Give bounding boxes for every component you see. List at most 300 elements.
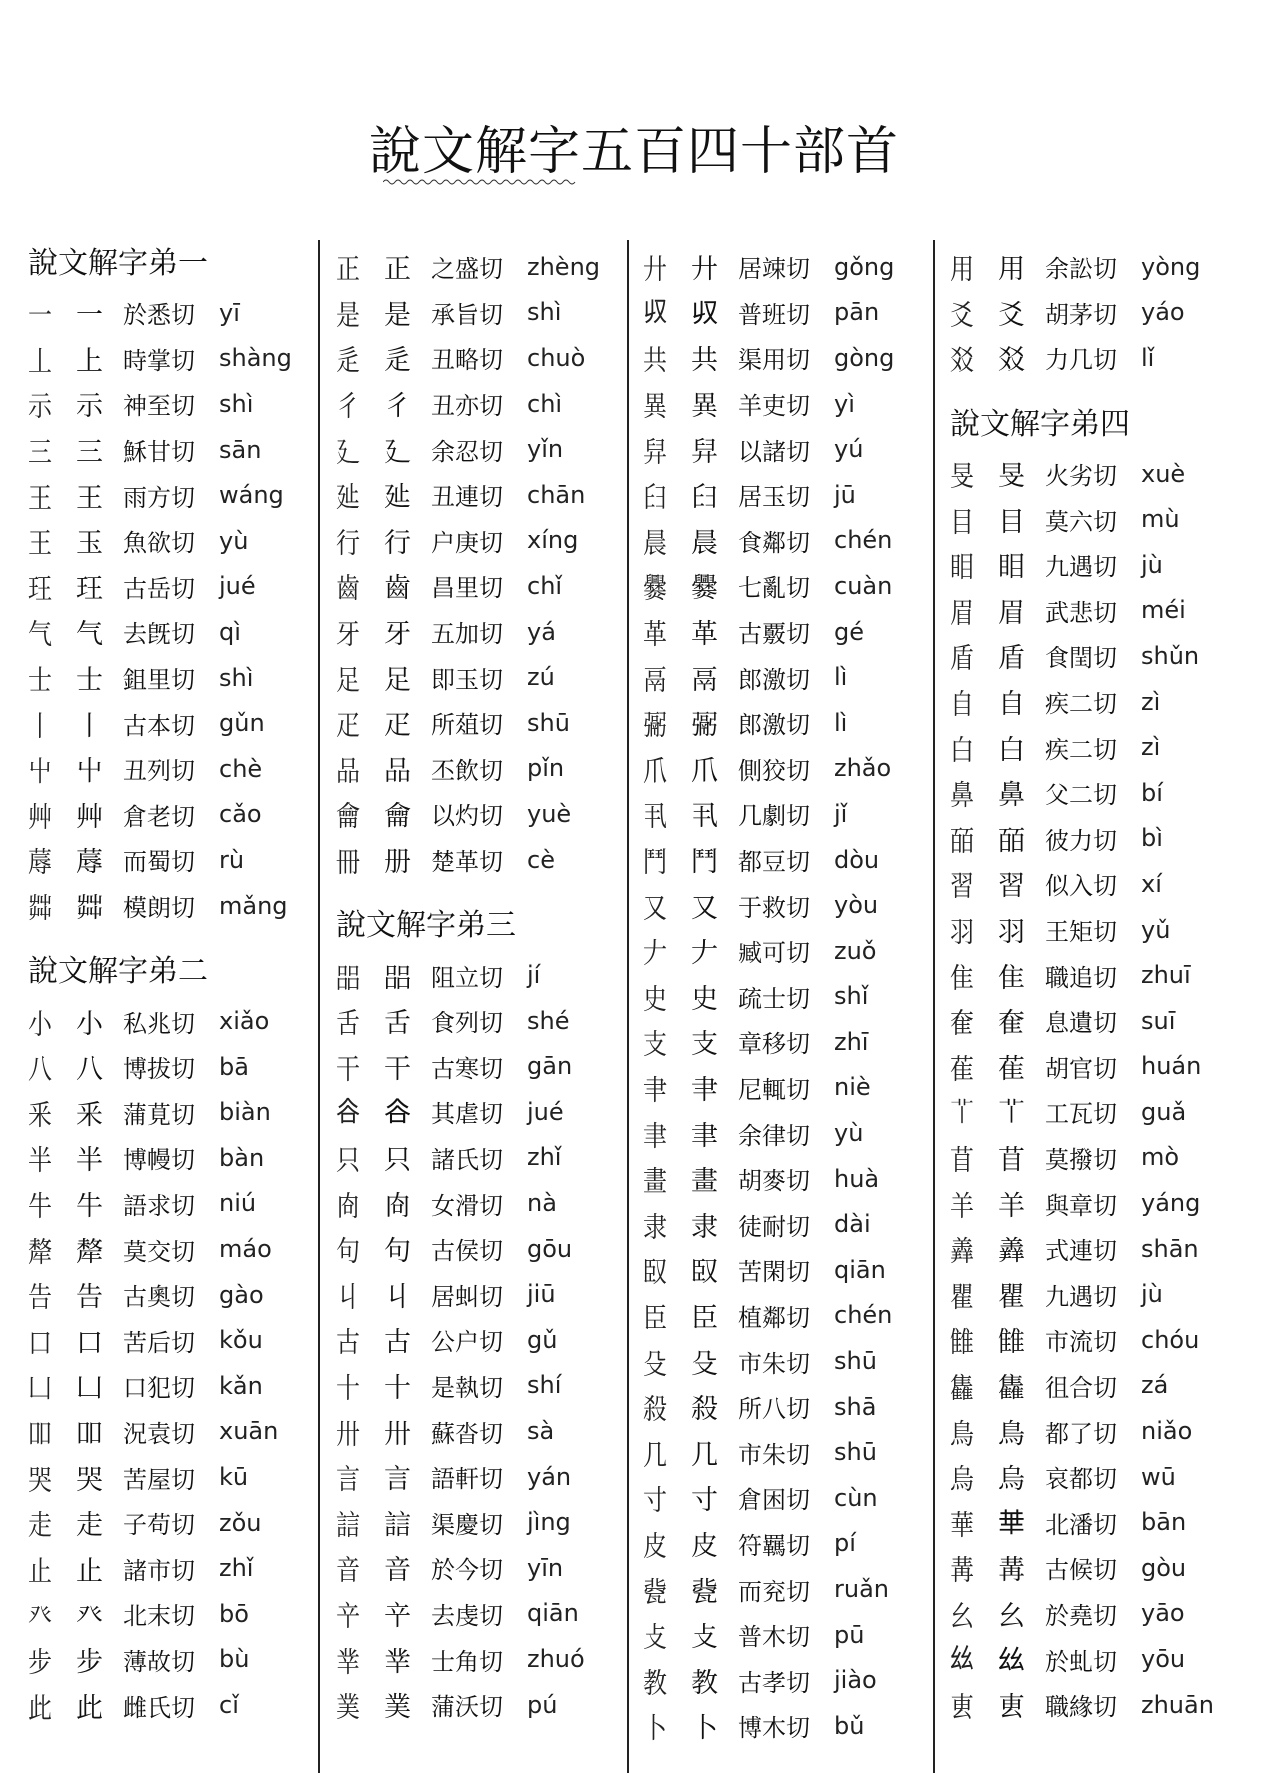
seal-script-glyph: 異 bbox=[643, 390, 667, 423]
pinyin-reading: shān bbox=[1141, 1234, 1199, 1263]
radical-character: 共 bbox=[691, 345, 718, 377]
radical-entry bbox=[28, 792, 333, 838]
seal-script-glyph: 㸚 bbox=[950, 344, 974, 377]
radical-character: 目 bbox=[998, 506, 1025, 538]
seal-script-glyph: 𠬞 bbox=[643, 296, 667, 329]
radical-character: 此 bbox=[76, 1692, 103, 1724]
fanqie-reading: 尼輒切 bbox=[738, 1075, 810, 1104]
radical-character: 牛 bbox=[76, 1190, 103, 1222]
fanqie-reading: 職緣切 bbox=[1045, 1693, 1117, 1722]
seal-script-glyph: 艸 bbox=[28, 801, 52, 834]
radical-entry bbox=[336, 518, 641, 564]
seal-script-glyph: 蓐 bbox=[28, 846, 52, 879]
pinyin-reading: jué bbox=[219, 572, 256, 601]
pinyin-reading: jiū bbox=[527, 1280, 556, 1309]
radical-character: 羴 bbox=[998, 1236, 1025, 1268]
fanqie-reading: 食鄰切 bbox=[738, 528, 810, 557]
seal-script-glyph: 皮 bbox=[643, 1530, 667, 1563]
seal-script-glyph: 止 bbox=[28, 1555, 52, 1588]
seal-script-glyph: 𦥑 bbox=[643, 481, 667, 514]
radical-entry bbox=[643, 1201, 948, 1247]
radical-character: 半 bbox=[76, 1145, 103, 1177]
pinyin-reading: shì bbox=[219, 663, 254, 692]
radical-entry bbox=[28, 700, 333, 746]
pinyin-reading: xuè bbox=[1141, 459, 1186, 488]
radical-character: 言 bbox=[384, 1464, 411, 1496]
fanqie-reading: 五加切 bbox=[431, 620, 503, 649]
pinyin-reading: yuè bbox=[527, 799, 572, 828]
seal-script-glyph: 几 bbox=[643, 1439, 667, 1472]
fanqie-reading: 渠用切 bbox=[738, 346, 810, 375]
pinyin-reading: wáng bbox=[219, 481, 284, 510]
radical-character: 皕 bbox=[998, 825, 1025, 857]
seal-script-glyph: 是 bbox=[336, 299, 360, 332]
pinyin-reading: cùn bbox=[834, 1483, 878, 1512]
radical-entry bbox=[950, 542, 1255, 588]
radical-entry bbox=[950, 907, 1255, 953]
radical-entry bbox=[28, 1500, 333, 1546]
seal-script-glyph: 支 bbox=[643, 1028, 667, 1061]
radical-character: 凵 bbox=[76, 1373, 103, 1405]
radical-character: 䀠 bbox=[998, 552, 1025, 584]
radical-character: 釆 bbox=[76, 1099, 103, 1131]
fanqie-reading: 九遇切 bbox=[1045, 553, 1117, 582]
fanqie-reading: 魚欲切 bbox=[123, 529, 195, 558]
radical-entry bbox=[336, 1363, 641, 1409]
seal-script-glyph: 廴 bbox=[336, 435, 360, 469]
seal-script-glyph: 𧮫 bbox=[336, 1095, 360, 1128]
radical-character: 屮 bbox=[76, 756, 103, 788]
radical-character: 畫 bbox=[691, 1166, 718, 1198]
radical-character: 犛 bbox=[76, 1236, 103, 1268]
radical-entry bbox=[643, 882, 948, 928]
radical-character: 上 bbox=[76, 345, 103, 377]
pinyin-reading: chè bbox=[219, 754, 263, 783]
fanqie-reading: 息遺切 bbox=[1045, 1009, 1117, 1038]
radical-character: 隹 bbox=[998, 962, 1025, 994]
pinyin-reading: yù bbox=[834, 1119, 864, 1148]
radical-character: 卅 bbox=[384, 1418, 411, 1450]
radical-character: 示 bbox=[76, 391, 103, 423]
pinyin-reading: pí bbox=[834, 1529, 856, 1558]
fanqie-reading: 苦后切 bbox=[123, 1328, 195, 1357]
seal-script-glyph: 菐 bbox=[336, 1691, 360, 1724]
seal-script-glyph: 齒 bbox=[336, 572, 360, 605]
fanqie-reading: 古本切 bbox=[123, 711, 195, 740]
radical-entry bbox=[643, 244, 948, 290]
radical-character: 㗊 bbox=[384, 962, 411, 994]
radical-entry bbox=[28, 1135, 333, 1181]
fanqie-reading: 鉏里切 bbox=[123, 666, 195, 695]
radical-character: 雥 bbox=[998, 1372, 1025, 1404]
fanqie-reading: 職追切 bbox=[1045, 963, 1117, 992]
pinyin-reading: gǔn bbox=[219, 709, 265, 738]
section-heading: 說文解字弟一 bbox=[28, 246, 208, 281]
radical-entry bbox=[28, 883, 333, 929]
radical-entry bbox=[643, 426, 948, 472]
pinyin-reading: chóu bbox=[1141, 1325, 1200, 1354]
pinyin-reading: sà bbox=[527, 1417, 555, 1446]
seal-script-glyph: 𦘒 bbox=[643, 1074, 667, 1107]
radical-entry bbox=[643, 837, 948, 883]
seal-script-glyph: 𢆶 bbox=[950, 1642, 974, 1676]
pinyin-reading: zuǒ bbox=[834, 936, 877, 965]
radical-entry bbox=[950, 770, 1255, 816]
radical-character: 史 bbox=[691, 983, 718, 1015]
radical-character: 隶 bbox=[691, 1211, 718, 1243]
seal-script-glyph: 㗊 bbox=[336, 961, 360, 995]
radical-character: 几 bbox=[691, 1439, 718, 1471]
radical-entry bbox=[28, 1363, 333, 1409]
fanqie-reading: 諸氏切 bbox=[431, 1145, 503, 1174]
fanqie-reading: 几劇切 bbox=[738, 802, 810, 831]
pinyin-reading: shì bbox=[219, 389, 254, 418]
seal-script-glyph: 隹 bbox=[950, 961, 974, 995]
fanqie-reading: 諸市切 bbox=[123, 1556, 195, 1585]
seal-script-glyph: 用 bbox=[950, 253, 974, 286]
radical-entry bbox=[950, 1363, 1255, 1409]
radical-character: 廴 bbox=[384, 436, 411, 468]
radical-character: 茻 bbox=[76, 893, 103, 925]
radical-character: 𠂇 bbox=[691, 938, 718, 970]
fanqie-reading: 户庚切 bbox=[431, 528, 503, 557]
pinyin-reading: suī bbox=[1141, 1006, 1176, 1035]
radical-entry bbox=[950, 290, 1255, 336]
fanqie-reading: 居竦切 bbox=[738, 255, 810, 284]
pinyin-reading: yán bbox=[527, 1462, 572, 1491]
fanqie-reading: 與章切 bbox=[1045, 1191, 1117, 1220]
pinyin-reading: kǎn bbox=[219, 1371, 263, 1400]
radical-entry bbox=[643, 1384, 948, 1430]
radical-character: 品 bbox=[384, 755, 411, 787]
radical-entry bbox=[28, 998, 333, 1044]
pinyin-reading: xiǎo bbox=[219, 1007, 270, 1036]
radical-character: 齒 bbox=[384, 573, 411, 605]
pinyin-reading: gǔ bbox=[527, 1325, 558, 1354]
seal-script-glyph: 誩 bbox=[336, 1509, 360, 1542]
radical-character: 古 bbox=[384, 1327, 411, 1359]
radical-character: 士 bbox=[76, 665, 103, 697]
radical-entry bbox=[28, 1090, 333, 1136]
seal-script-glyph: 疋 bbox=[336, 709, 360, 742]
radical-character: 牙 bbox=[384, 619, 411, 651]
pinyin-reading: chuò bbox=[527, 343, 586, 372]
pinyin-reading: pān bbox=[834, 298, 880, 327]
pinyin-reading: zhǎo bbox=[834, 754, 892, 783]
radical-entry bbox=[950, 335, 1255, 381]
pinyin-reading: jìng bbox=[527, 1508, 571, 1537]
fanqie-reading: 博木切 bbox=[738, 1714, 810, 1743]
radical-entry bbox=[643, 928, 948, 974]
radical-entry bbox=[643, 1338, 948, 1384]
pinyin-reading: shí bbox=[527, 1371, 562, 1400]
pinyin-reading: zhǐ bbox=[527, 1143, 562, 1172]
fanqie-reading: 古侯切 bbox=[431, 1237, 503, 1266]
section-heading: 說文解字弟二 bbox=[28, 954, 208, 990]
pinyin-reading: máo bbox=[219, 1235, 272, 1264]
radical-character: 癶 bbox=[76, 1601, 103, 1633]
radical-character: 辵 bbox=[384, 345, 411, 377]
radical-character: 殳 bbox=[691, 1348, 718, 1380]
radical-character: 爪 bbox=[691, 755, 718, 787]
fanqie-reading: 市朱切 bbox=[738, 1349, 810, 1378]
pinyin-reading: mǎng bbox=[219, 891, 288, 920]
seal-script-glyph: 吅 bbox=[28, 1418, 52, 1451]
fanqie-reading: 穌甘切 bbox=[123, 438, 195, 467]
fanqie-reading: 博拔切 bbox=[123, 1055, 195, 1084]
radical-character: 菐 bbox=[384, 1692, 411, 1724]
pinyin-reading: zì bbox=[1141, 733, 1161, 762]
fanqie-reading: 古候切 bbox=[1045, 1556, 1117, 1585]
radical-entry bbox=[643, 1657, 948, 1703]
pinyin-reading: ruǎn bbox=[834, 1575, 889, 1604]
seal-script-glyph: 晨 bbox=[643, 527, 667, 560]
pinyin-reading: xíng bbox=[527, 526, 579, 555]
pinyin-reading: lì bbox=[834, 708, 848, 737]
radical-character: 正 bbox=[384, 254, 411, 286]
seal-script-glyph: 冊 bbox=[336, 846, 360, 879]
radical-entry bbox=[28, 1226, 333, 1272]
seal-script-glyph: 奞 bbox=[950, 1007, 974, 1040]
fanqie-reading: 古孝切 bbox=[738, 1668, 810, 1697]
seal-script-glyph: 㼱 bbox=[643, 1575, 667, 1608]
seal-script-glyph: 又 bbox=[643, 891, 667, 925]
radical-entry bbox=[643, 290, 948, 336]
seal-script-glyph: 丵 bbox=[336, 1645, 360, 1678]
seal-script-glyph: 鬲 bbox=[643, 663, 667, 697]
seal-script-glyph: 叀 bbox=[950, 1691, 974, 1724]
pinyin-reading: bā bbox=[219, 1052, 249, 1081]
radical-entry bbox=[28, 472, 333, 518]
radical-character: 旻 bbox=[998, 461, 1025, 493]
radical-character: 音 bbox=[384, 1555, 411, 1587]
radical-entry bbox=[336, 335, 641, 381]
radical-entry bbox=[643, 1019, 948, 1065]
radical-character: 眉 bbox=[998, 597, 1025, 629]
title-wavy-underline bbox=[383, 178, 577, 186]
radical-entry bbox=[336, 1271, 641, 1317]
fanqie-reading: 疾二切 bbox=[1045, 690, 1117, 719]
pinyin-reading: bō bbox=[219, 1599, 249, 1628]
seal-script-glyph: 茻 bbox=[28, 892, 52, 925]
fanqie-reading: 蘇沓切 bbox=[431, 1419, 503, 1448]
radical-character: 𦥑 bbox=[691, 482, 718, 514]
radical-entry bbox=[336, 426, 641, 472]
radical-character: 晨 bbox=[691, 527, 718, 559]
radical-entry bbox=[950, 588, 1255, 634]
pinyin-reading: chén bbox=[834, 1301, 893, 1330]
seal-script-glyph: 品 bbox=[336, 755, 360, 788]
radical-character: 一 bbox=[76, 300, 103, 332]
radical-entry bbox=[336, 1408, 641, 1454]
radical-entry bbox=[336, 654, 641, 700]
seal-script-glyph: 犛 bbox=[28, 1235, 52, 1269]
radical-entry bbox=[28, 746, 333, 792]
radical-entry bbox=[950, 1135, 1255, 1181]
pinyin-reading: chǐ bbox=[527, 571, 563, 600]
radical-entry bbox=[336, 791, 641, 837]
fanqie-reading: 古寒切 bbox=[431, 1054, 503, 1083]
seal-script-glyph: 言 bbox=[336, 1463, 360, 1496]
radical-character: 蓐 bbox=[76, 847, 103, 879]
pinyin-reading: chén bbox=[834, 526, 893, 555]
fanqie-reading: 去旣切 bbox=[123, 620, 195, 649]
radical-entry bbox=[643, 1293, 948, 1339]
radical-character: 聿 bbox=[691, 1120, 718, 1152]
pinyin-reading: xuān bbox=[219, 1417, 279, 1446]
radical-entry bbox=[28, 1454, 333, 1500]
fanqie-reading: 式連切 bbox=[1045, 1237, 1117, 1266]
radical-character: 三 bbox=[76, 437, 103, 469]
radical-entry bbox=[950, 244, 1255, 290]
radical-character: 告 bbox=[76, 1282, 103, 1314]
fanqie-reading: 承旨切 bbox=[431, 300, 503, 329]
radical-character: 羽 bbox=[998, 917, 1025, 949]
fanqie-reading: 古奧切 bbox=[123, 1283, 195, 1312]
radical-entry bbox=[28, 381, 333, 427]
pinyin-reading: niú bbox=[219, 1189, 257, 1218]
radical-entry bbox=[336, 1089, 641, 1135]
fanqie-reading: 臧可切 bbox=[738, 939, 810, 968]
pinyin-reading: jǐ bbox=[834, 799, 848, 828]
radical-character: 𠬞 bbox=[691, 297, 718, 329]
fanqie-reading: 阻立切 bbox=[431, 963, 503, 992]
fanqie-reading: 丑亦切 bbox=[431, 392, 503, 421]
fanqie-reading: 是執切 bbox=[431, 1373, 503, 1402]
pinyin-reading: niǎo bbox=[1141, 1417, 1193, 1446]
seal-script-glyph: 𠂇 bbox=[643, 937, 667, 970]
pinyin-reading: bì bbox=[1141, 824, 1163, 853]
radical-entry bbox=[336, 952, 641, 998]
seal-script-glyph: 瞿 bbox=[950, 1281, 974, 1314]
radical-character: 䰜 bbox=[691, 710, 718, 742]
radical-character: 攴 bbox=[691, 1622, 718, 1654]
fanqie-reading: 胡官切 bbox=[1045, 1054, 1117, 1083]
fanqie-reading: 工瓦切 bbox=[1045, 1100, 1117, 1129]
seal-script-glyph: 爨 bbox=[643, 572, 667, 605]
seal-script-glyph: 盾 bbox=[950, 642, 974, 675]
fanqie-reading: 都了切 bbox=[1045, 1419, 1117, 1448]
seal-script-glyph: 十 bbox=[336, 1372, 360, 1405]
radical-character: 㢟 bbox=[384, 482, 411, 514]
pinyin-reading: dài bbox=[834, 1210, 871, 1239]
fanqie-reading: 七亂切 bbox=[738, 574, 810, 603]
radical-entry bbox=[643, 1247, 948, 1293]
pinyin-reading: gòu bbox=[1141, 1553, 1187, 1582]
section-heading: 說文解字弟三 bbox=[336, 908, 516, 944]
radical-entry bbox=[950, 1499, 1255, 1545]
radical-character: 㼱 bbox=[691, 1576, 718, 1608]
radical-character: 是 bbox=[384, 299, 411, 331]
pinyin-reading: zhèng bbox=[527, 252, 601, 281]
fanqie-reading: 哀都切 bbox=[1045, 1465, 1117, 1494]
pinyin-reading: nà bbox=[527, 1189, 557, 1218]
radical-character: 玉 bbox=[76, 528, 103, 560]
fanqie-reading: 而蜀切 bbox=[123, 848, 195, 877]
pinyin-reading: bǔ bbox=[834, 1711, 865, 1740]
fanqie-reading: 所葅切 bbox=[431, 711, 503, 740]
seal-script-glyph: 八 bbox=[28, 1053, 52, 1086]
pinyin-reading: yǔ bbox=[1141, 915, 1171, 944]
seal-script-glyph: 哭 bbox=[28, 1463, 52, 1497]
seal-script-glyph: 䰜 bbox=[643, 709, 667, 742]
radical-entry bbox=[950, 1636, 1255, 1682]
seal-script-glyph: 寸 bbox=[643, 1484, 667, 1517]
seal-script-glyph: 卅 bbox=[336, 1417, 360, 1451]
radical-entry bbox=[643, 563, 948, 609]
pinyin-reading: xí bbox=[1141, 869, 1162, 898]
seal-script-glyph: 爻 bbox=[950, 299, 974, 332]
seal-script-glyph: 苜 bbox=[950, 1144, 974, 1177]
fanqie-reading: 苦閑切 bbox=[738, 1258, 810, 1287]
pinyin-reading: cǐ bbox=[219, 1691, 239, 1720]
seal-script-glyph: 共 bbox=[643, 344, 667, 377]
fanqie-reading: 楚革切 bbox=[431, 848, 503, 877]
seal-script-glyph: 羴 bbox=[950, 1235, 974, 1268]
radical-character: 鼻 bbox=[998, 780, 1025, 812]
seal-script-glyph: 玨 bbox=[28, 573, 52, 606]
radical-character: 寸 bbox=[691, 1485, 718, 1517]
radical-character: 教 bbox=[691, 1667, 718, 1699]
fanqie-reading: 古覈切 bbox=[738, 620, 810, 649]
fanqie-reading: 蒲沃切 bbox=[431, 1693, 503, 1722]
seal-script-glyph: 卜 bbox=[643, 1712, 667, 1745]
seal-script-glyph: 癶 bbox=[28, 1600, 52, 1633]
fanqie-reading: 徒耐切 bbox=[738, 1212, 810, 1241]
fanqie-reading: 以灼切 bbox=[431, 802, 503, 831]
radical-character: 爻 bbox=[998, 299, 1025, 331]
pinyin-reading: mò bbox=[1141, 1143, 1180, 1172]
section-spacer bbox=[950, 381, 1255, 405]
radical-character: 只 bbox=[384, 1144, 411, 1176]
radical-character: 丨 bbox=[76, 710, 103, 742]
radical-character: 㕯 bbox=[384, 1190, 411, 1222]
fanqie-reading: 徂合切 bbox=[1045, 1373, 1117, 1402]
radical-entry bbox=[28, 655, 333, 701]
seal-script-glyph: 鳥 bbox=[950, 1417, 974, 1451]
pinyin-reading: yáng bbox=[1141, 1189, 1201, 1218]
pinyin-reading: shé bbox=[527, 1006, 570, 1035]
fanqie-reading: 莫六切 bbox=[1045, 507, 1117, 536]
pinyin-reading: qiān bbox=[834, 1255, 886, 1284]
pinyin-reading: pǐn bbox=[527, 754, 565, 783]
pinyin-reading: niè bbox=[834, 1073, 871, 1102]
radical-character: 气 bbox=[76, 619, 103, 651]
seal-script-glyph: 王 bbox=[28, 481, 52, 515]
fanqie-reading: 余律切 bbox=[738, 1121, 810, 1150]
seal-script-glyph: 口 bbox=[28, 1327, 52, 1360]
seal-script-glyph: 舌 bbox=[336, 1007, 360, 1040]
radical-entry bbox=[950, 1682, 1255, 1728]
radical-character: 叀 bbox=[998, 1692, 1025, 1724]
seal-script-glyph: 爪 bbox=[643, 755, 667, 788]
radical-character: 足 bbox=[384, 664, 411, 696]
pinyin-reading: bù bbox=[219, 1645, 250, 1674]
pinyin-reading: biàn bbox=[219, 1098, 271, 1127]
pinyin-reading: gé bbox=[834, 617, 864, 646]
radical-entry bbox=[643, 1521, 948, 1567]
fanqie-reading: 口犯切 bbox=[123, 1374, 195, 1403]
pinyin-reading: gǒng bbox=[834, 252, 895, 281]
seal-script-glyph: 古 bbox=[336, 1326, 360, 1359]
fanqie-reading: 語求切 bbox=[123, 1191, 195, 1220]
seal-script-glyph: 丨 bbox=[28, 709, 52, 743]
radical-character: 丵 bbox=[384, 1646, 411, 1678]
radical-entry bbox=[643, 1110, 948, 1156]
seal-script-glyph: 旻 bbox=[950, 460, 974, 493]
seal-script-glyph: 冓 bbox=[950, 1554, 974, 1587]
seal-script-glyph: 教 bbox=[643, 1666, 667, 1700]
